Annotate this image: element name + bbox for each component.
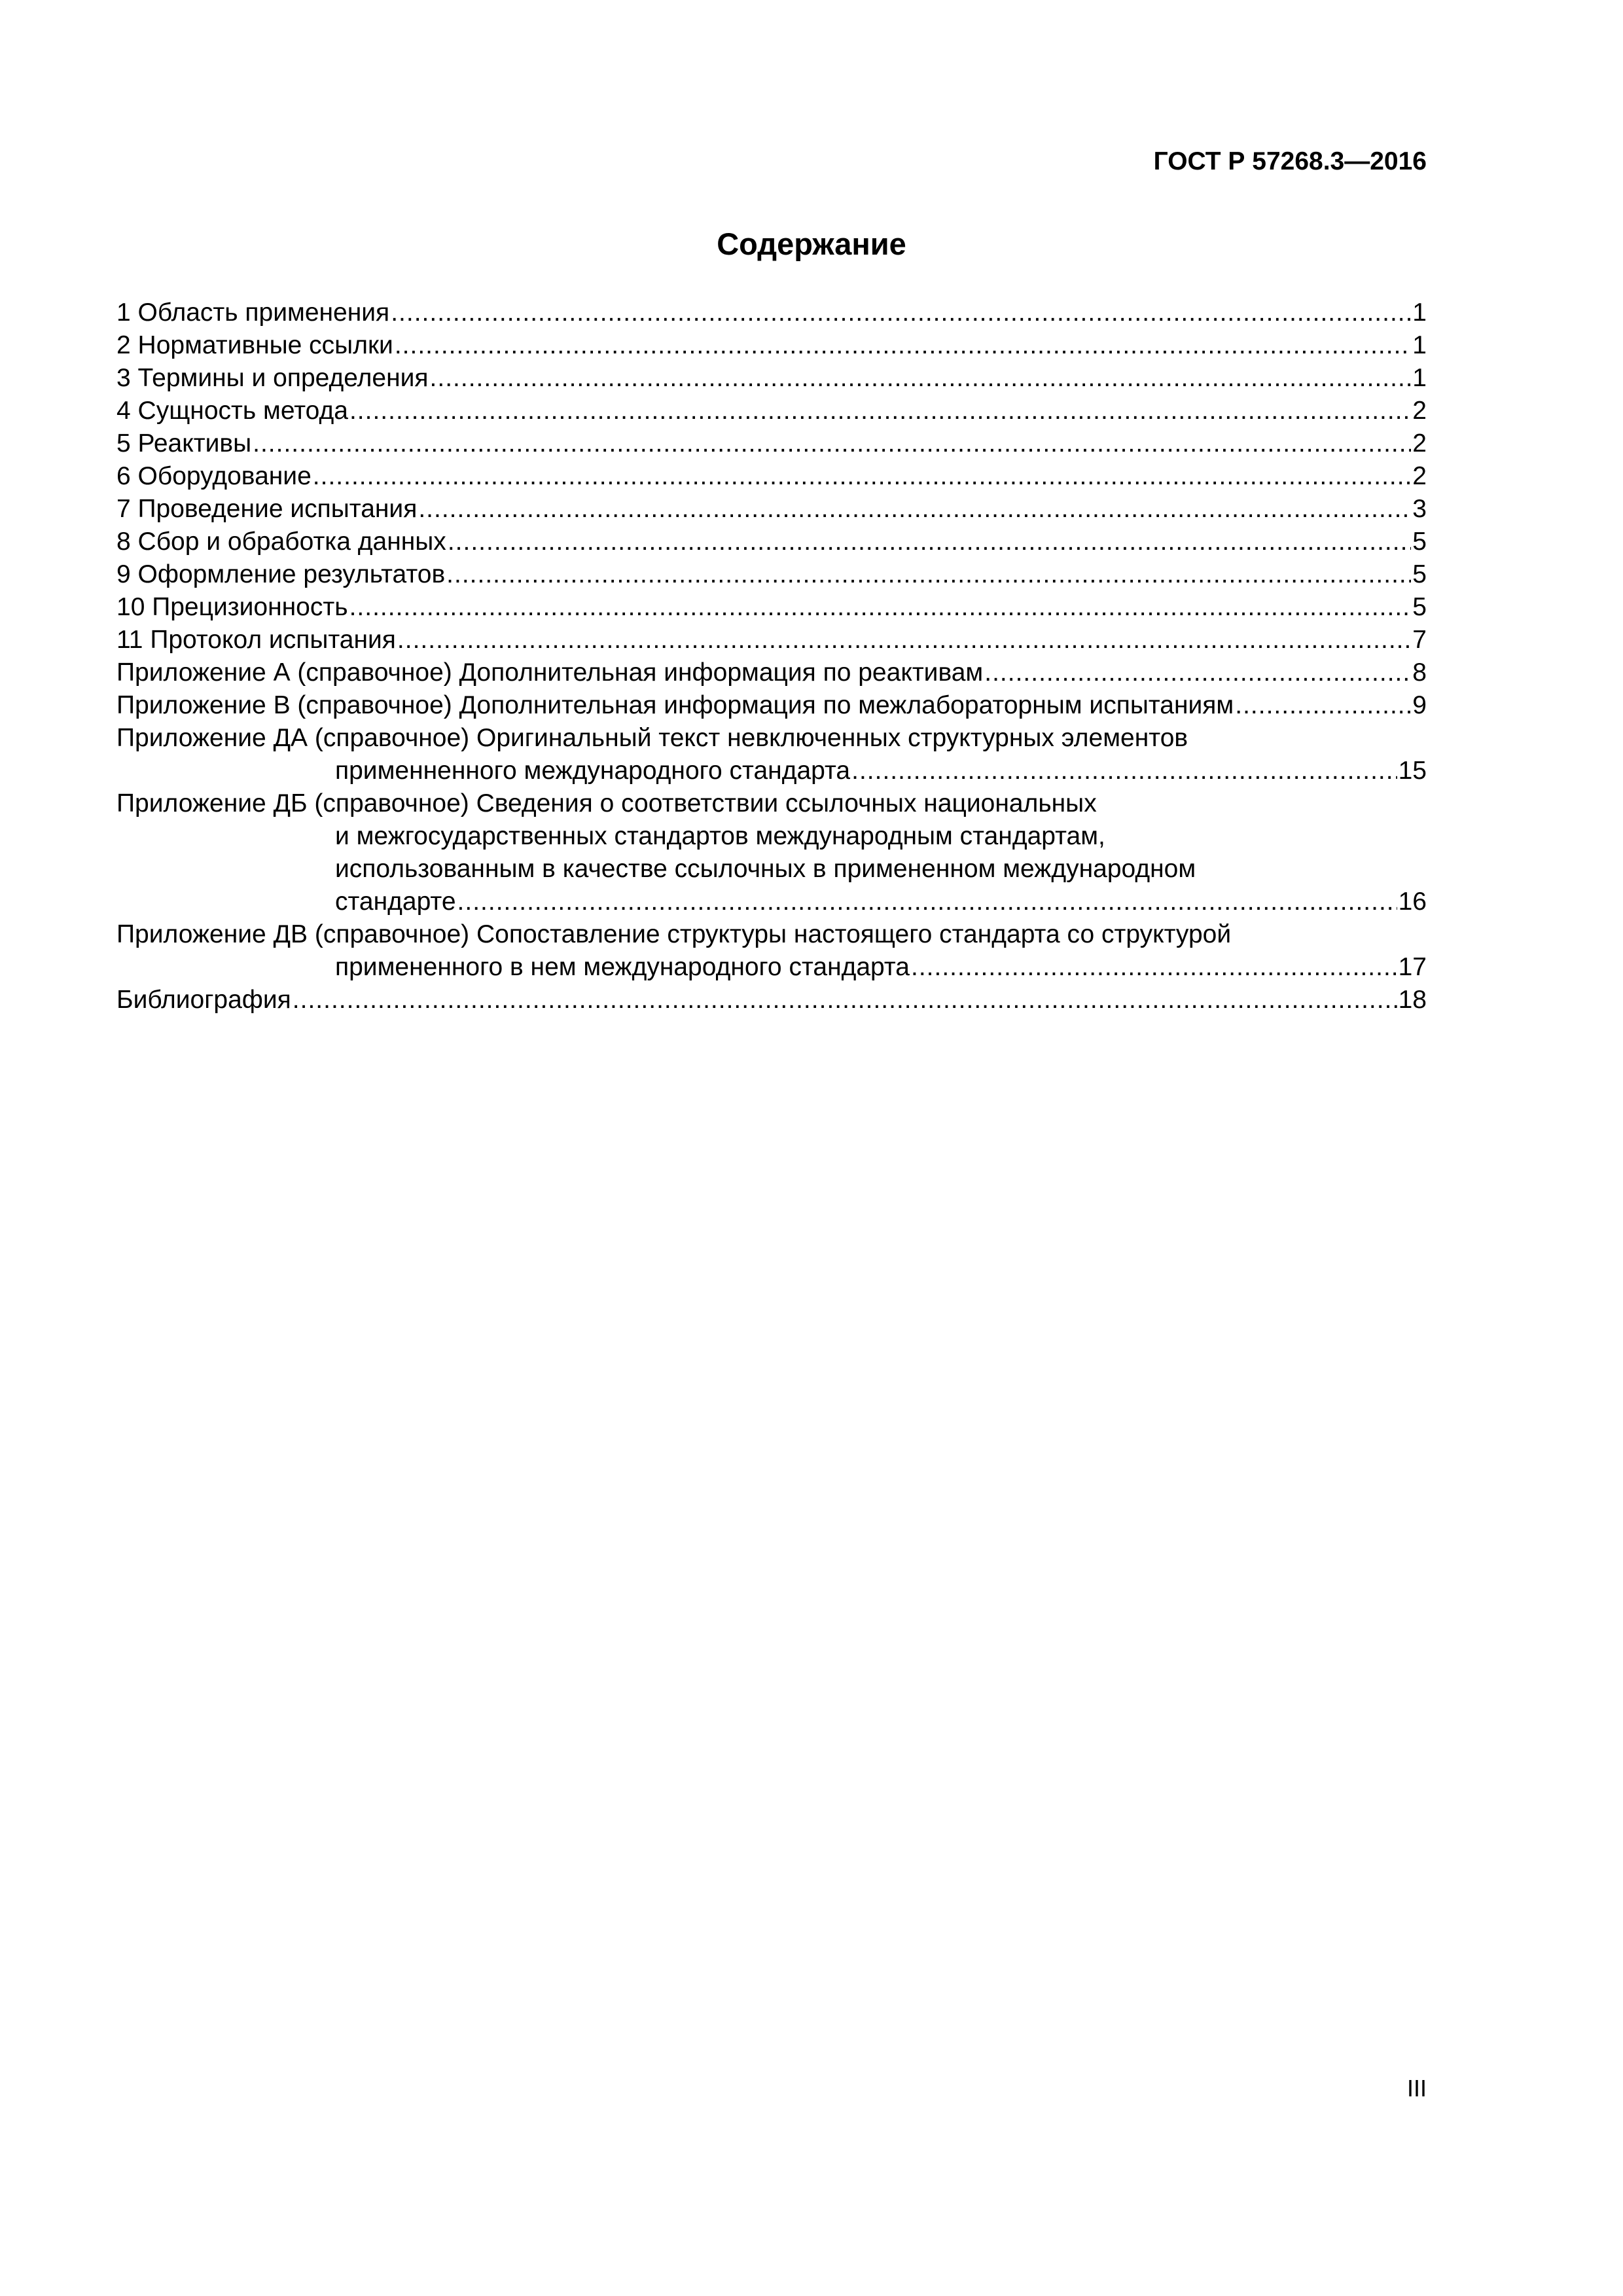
toc-entry-bibliography[interactable]: [116, 984, 1427, 1016]
dot-leader: [1235, 689, 1411, 722]
dot-leader: [984, 656, 1411, 689]
toc-entry-annex-dv[interactable]: [116, 918, 1427, 984]
toc-entry-page: 1: [1412, 331, 1427, 359]
toc-entry-test-procedure[interactable]: [116, 493, 1427, 526]
toc-entry-label: 3 Термины и определения: [116, 364, 429, 392]
toc-entry-label: 10 Прецизионность: [116, 593, 348, 621]
toc-entry-label-continuation: стандарте: [335, 888, 456, 916]
toc-entry-method-summary[interactable]: [116, 395, 1427, 427]
dot-leader: [448, 526, 1411, 558]
dot-leader: [430, 362, 1412, 395]
toc-entry-label: 1 Область применения: [116, 298, 390, 327]
toc-entry-normative-references[interactable]: [116, 329, 1427, 362]
toc-entry-page: 3: [1412, 495, 1427, 523]
toc-entry-label: Приложение ДБ (справочное) Сведения о соответствии ссылочных национальных: [116, 789, 1097, 817]
toc-entry-page: 15: [1398, 757, 1427, 785]
toc-entry-test-report[interactable]: [116, 624, 1427, 656]
toc-entry-page: 5: [1412, 560, 1427, 588]
toc-entry-label-continuation: и межгосударственных стандартов международным стандартам,: [335, 822, 1105, 850]
toc-entry-label: 5 Реактивы: [116, 429, 252, 457]
toc-entry-terms-definitions[interactable]: [116, 362, 1427, 395]
toc-entry-page: 16: [1398, 888, 1427, 916]
toc-entry-page: 7: [1412, 626, 1427, 654]
toc-entry-page: 17: [1398, 953, 1427, 981]
dot-leader: [851, 755, 1397, 787]
toc-entry-scope[interactable]: [116, 296, 1427, 329]
toc-entry-reagents[interactable]: [116, 427, 1427, 460]
table-of-contents: [116, 296, 1427, 1016]
toc-title: Содержание: [717, 226, 906, 261]
dot-leader: [349, 395, 1411, 427]
dot-leader: [253, 427, 1411, 460]
dot-leader: [395, 329, 1411, 362]
toc-entry-label: Приложение А (справочное) Дополнительная информация по реактивам: [116, 658, 984, 687]
toc-entry-label: Библиография: [116, 986, 291, 1014]
dot-leader: [391, 296, 1411, 329]
toc-entry-label: 11 Протокол испытания: [116, 626, 396, 654]
toc-entry-label: 7 Проведение испытания: [116, 495, 418, 523]
toc-entry-label: Приложение ДВ (справочное) Сопоставление структуры настоящего стандарта со структурой: [116, 920, 1232, 948]
toc-entry-equipment[interactable]: [116, 460, 1427, 493]
toc-entry-results-reporting[interactable]: [116, 558, 1427, 591]
toc-entry-page: 2: [1412, 429, 1427, 457]
toc-entry-page: 1: [1412, 298, 1427, 327]
page-number: III: [1406, 2075, 1427, 2102]
toc-entry-page: 5: [1412, 528, 1427, 556]
toc-entry-data-collection[interactable]: [116, 526, 1427, 558]
toc-entry-label-continuation: примененного в нем международного стандарта: [335, 953, 910, 981]
toc-entry-page: 2: [1412, 462, 1427, 490]
toc-entry-label: 6 Оборудование: [116, 462, 312, 490]
toc-entry-page: 5: [1412, 593, 1427, 621]
toc-entry-label-continuation: применненного международного стандарта: [335, 757, 851, 785]
dot-leader: [418, 493, 1411, 526]
dot-leader: [349, 591, 1412, 624]
toc-entry-page: 9: [1412, 691, 1427, 719]
toc-entry-page: 8: [1412, 658, 1427, 687]
dot-leader: [313, 460, 1412, 493]
toc-entry-annex-db[interactable]: [116, 787, 1427, 918]
toc-entry-label: 2 Нормативные ссылки: [116, 331, 393, 359]
dot-leader: [446, 558, 1411, 591]
toc-entry-page: 2: [1412, 397, 1427, 425]
dot-leader: [397, 624, 1411, 656]
toc-entry-label: 4 Сущность метода: [116, 397, 348, 425]
toc-entry-label-continuation: использованным в качестве ссылочных в примененном международном: [335, 855, 1196, 883]
dot-leader: [457, 886, 1397, 918]
toc-entry-annex-da[interactable]: [116, 722, 1427, 787]
toc-entry-annex-b[interactable]: [116, 689, 1427, 722]
toc-entry-annex-a[interactable]: [116, 656, 1427, 689]
toc-entry-label: 8 Сбор и обработка данных: [116, 528, 446, 556]
toc-entry-label: Приложение В (справочное) Дополнительная информация по межлабораторным испытаниям: [116, 691, 1234, 719]
dot-leader: [911, 951, 1397, 984]
dot-leader: [293, 984, 1397, 1016]
toc-entry-label: 9 Оформление результатов: [116, 560, 446, 588]
toc-entry-precision[interactable]: [116, 591, 1427, 624]
toc-entry-label: Приложение ДА (справочное) Оригинальный текст невключенных структурных элементов: [116, 724, 1188, 752]
toc-entry-page: 1: [1412, 364, 1427, 392]
document-code: ГОСТ Р 57268.3—2016: [1153, 147, 1427, 175]
toc-entry-page: 18: [1398, 986, 1427, 1014]
